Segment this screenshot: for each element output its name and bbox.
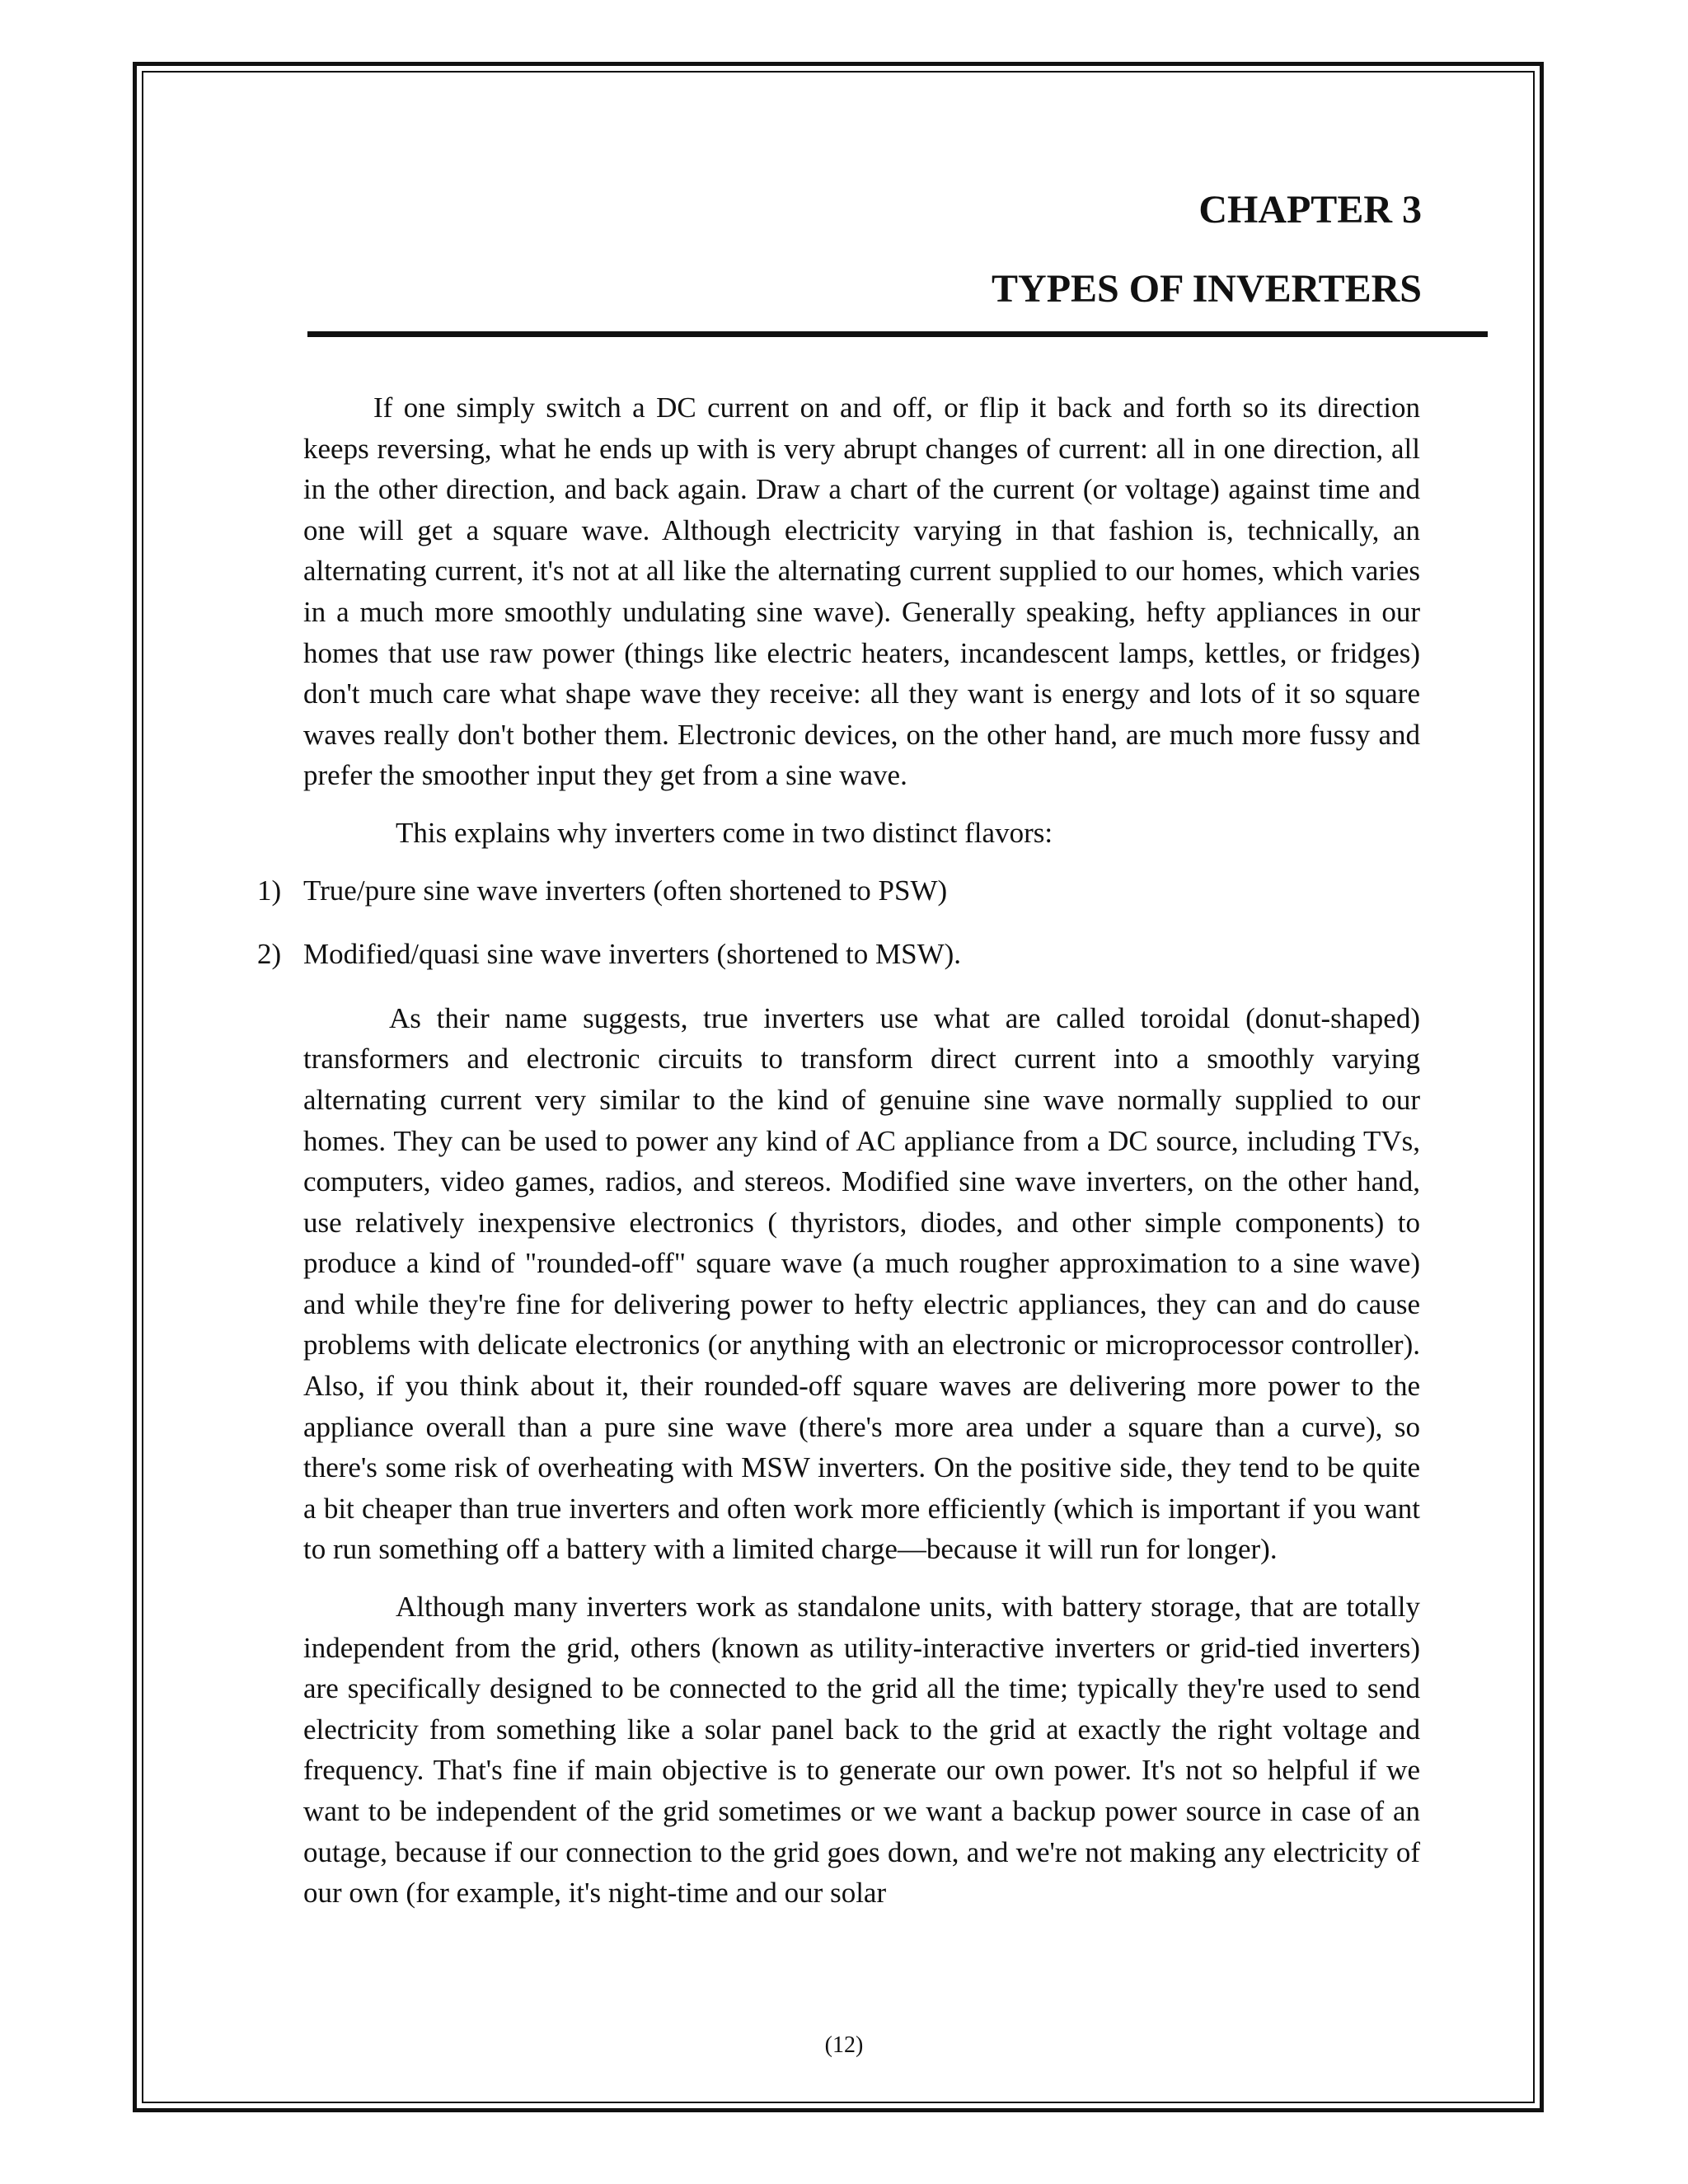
chapter-number: CHAPTER 3 xyxy=(1198,188,1422,232)
list-item xyxy=(257,934,1420,975)
paragraph-3: As their name suggests, true inverters use what are called toroidal (donut-shaped) transformers and electronic circuits to transform direct current into a smoothly varying alternating current very similar to the kind of genuine sine wave normally supplied to our homes. They can be used to power any kind of AC appliance from a DC source, including TVs, computers, video games, radios, and stereos. Modified sine wave inverters, on the other hand, use relatively inexpensive electronics ( thyristors, diodes, and other simple components) to produce a kind of "rounded-off" square wave (a much rougher approximation to a sine wave) and while they're fine for delivering power to hefty electric appliances, they can and do cause problems with delicate electronics (or anything with an electronic or microprocessor controller). Also, if you think about it, their rounded-off square waves are delivering more power to the appliance overall than a pure sine wave (there's more area under a square than a curve), so there's some risk of overheating with MSW inverters. On the positive side, they tend to be quite a bit cheaper than true inverters and often work more efficiently (which is important if you want to run something off a battery with a limited charge—because it will run for longer). xyxy=(303,1001,1420,1566)
page-number: (12) xyxy=(824,2032,864,2058)
list-item xyxy=(257,870,1420,912)
list-item-number: 1) xyxy=(257,874,282,907)
list-item-text: True/pure sine wave inverters (often shortened to PSW) xyxy=(303,874,948,907)
paragraph-2: This explains why inverters come in two distinct flavors: xyxy=(396,816,1053,849)
paragraph-4: Although many inverters work as standalone units, with battery storage, that are totally independent from the grid, others (known as utility-interactive inverters or grid-tied inverters) are specifically designed to be connected to the grid all the time; typically they're used to send electricity from something like a solar panel back to the grid at exactly the right voltage and frequency. That's fine if main objective is to generate our own power. It's not so helpful if we want to be independent of the grid sometimes or we want a backup power source in case of an outage, because if our connection to the grid goes down, and we're not making any electricity of our own (for example, it's night-time and our solar xyxy=(303,1591,1420,1910)
chapter-title: TYPES OF INVERTERS xyxy=(992,267,1422,311)
paragraph-1: If one simply switch a DC current on and off, or flip it back and forth so its direction keeps reversing, what he ends up with is very abrupt changes of current: all in one direction, all in the other direction, and back again. Draw a chart of the current (or voltage) against time and one will get a square wave. Although electricity varying in that fashion is, technically, an alternating current, it's not at all like the alternating current supplied to our homes, which varies in a much more smoothly undulating sine wave). Generally speaking, hefty appliances in our homes that use raw power (things like electric heaters, incandescent lamps, kettles, or fridges) don't much care what shape wave they receive: all they want is energy and lots of it so square waves really don't bother them. Electronic devices, on the other hand, are much more fussy and prefer the smoother input they get from a sine wave. xyxy=(303,391,1420,792)
body-text xyxy=(257,387,1420,1930)
list-item-number: 2) xyxy=(257,938,282,971)
title-rule xyxy=(307,331,1488,337)
list-item-text: Modified/quasi sine wave inverters (shortened to MSW). xyxy=(303,938,962,971)
